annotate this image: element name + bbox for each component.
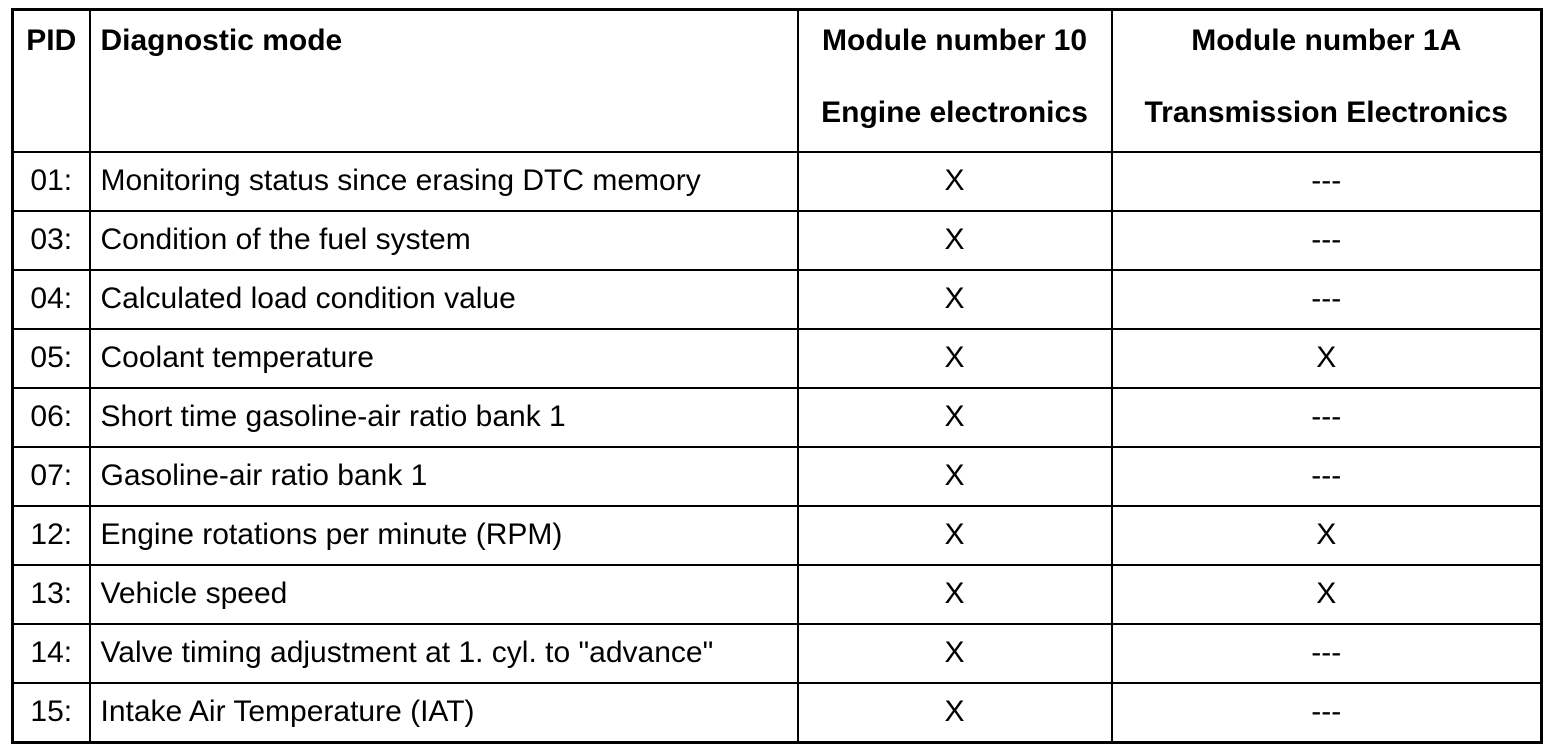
table-row bbox=[13, 329, 1542, 388]
transmission-support-cell: --- bbox=[1112, 152, 1542, 211]
pid-cell: 05: bbox=[13, 329, 90, 388]
transmission-support-cell: --- bbox=[1112, 388, 1542, 447]
header-pid: PID bbox=[13, 10, 90, 153]
diagnostic-mode-cell: Monitoring status since erasing DTC memory bbox=[90, 152, 798, 211]
diagnostic-mode-cell: Gasoline-air ratio bank 1 bbox=[90, 447, 798, 506]
transmission-support-cell: --- bbox=[1112, 447, 1542, 506]
engine-support-cell: X bbox=[798, 270, 1112, 329]
table-row bbox=[13, 270, 1542, 329]
diagnostic-mode-cell: Vehicle speed bbox=[90, 565, 798, 624]
table-row bbox=[13, 683, 1542, 743]
diagnostic-mode-cell: Coolant temperature bbox=[90, 329, 798, 388]
table-row bbox=[13, 447, 1542, 506]
transmission-support-cell: --- bbox=[1112, 624, 1542, 683]
engine-support-cell: X bbox=[798, 683, 1112, 743]
pid-cell: 07: bbox=[13, 447, 90, 506]
engine-support-cell: X bbox=[798, 506, 1112, 565]
pid-cell: 04: bbox=[13, 270, 90, 329]
pid-cell: 13: bbox=[13, 565, 90, 624]
header-module-1a-number: Module number 1A bbox=[1191, 24, 1462, 57]
transmission-support-cell: X bbox=[1112, 329, 1542, 388]
pid-cell: 12: bbox=[13, 506, 90, 565]
diagnostic-mode-cell: Intake Air Temperature (IAT) bbox=[90, 683, 798, 743]
header-module-1a bbox=[1112, 10, 1542, 153]
diagnostic-mode-cell: Valve timing adjustment at 1. cyl. to "advance" bbox=[90, 624, 798, 683]
header-module-1a-name: Transmission Electronics bbox=[1144, 96, 1508, 129]
diagnostic-mode-cell: Calculated load condition value bbox=[90, 270, 798, 329]
table-row bbox=[13, 565, 1542, 624]
engine-support-cell: X bbox=[798, 624, 1112, 683]
table-row bbox=[13, 211, 1542, 270]
engine-support-cell: X bbox=[798, 329, 1112, 388]
pid-cell: 14: bbox=[13, 624, 90, 683]
pid-cell: 15: bbox=[13, 683, 90, 743]
transmission-support-cell: --- bbox=[1112, 683, 1542, 743]
header-module-10 bbox=[798, 10, 1112, 153]
engine-support-cell: X bbox=[798, 211, 1112, 270]
diagnostic-mode-cell: Short time gasoline-air ratio bank 1 bbox=[90, 388, 798, 447]
transmission-support-cell: X bbox=[1112, 565, 1542, 624]
transmission-support-cell: --- bbox=[1112, 211, 1542, 270]
diagnostic-mode-table bbox=[11, 8, 1543, 744]
diagnostic-mode-cell: Condition of the fuel system bbox=[90, 211, 798, 270]
table-row bbox=[13, 506, 1542, 565]
table-row bbox=[13, 152, 1542, 211]
pid-cell: 06: bbox=[13, 388, 90, 447]
table-row bbox=[13, 388, 1542, 447]
transmission-support-cell: --- bbox=[1112, 270, 1542, 329]
engine-support-cell: X bbox=[798, 447, 1112, 506]
engine-support-cell: X bbox=[798, 388, 1112, 447]
header-diagnostic-mode: Diagnostic mode bbox=[90, 10, 798, 153]
transmission-support-cell: X bbox=[1112, 506, 1542, 565]
pid-cell: 03: bbox=[13, 211, 90, 270]
header-module-10-number: Module number 10 bbox=[821, 24, 1088, 57]
engine-support-cell: X bbox=[798, 565, 1112, 624]
header-module-10-name: Engine electronics bbox=[821, 96, 1088, 129]
diagnostic-mode-cell: Engine rotations per minute (RPM) bbox=[90, 506, 798, 565]
engine-support-cell: X bbox=[798, 152, 1112, 211]
table-row bbox=[13, 624, 1542, 683]
header-row bbox=[13, 10, 1542, 153]
pid-cell: 01: bbox=[13, 152, 90, 211]
